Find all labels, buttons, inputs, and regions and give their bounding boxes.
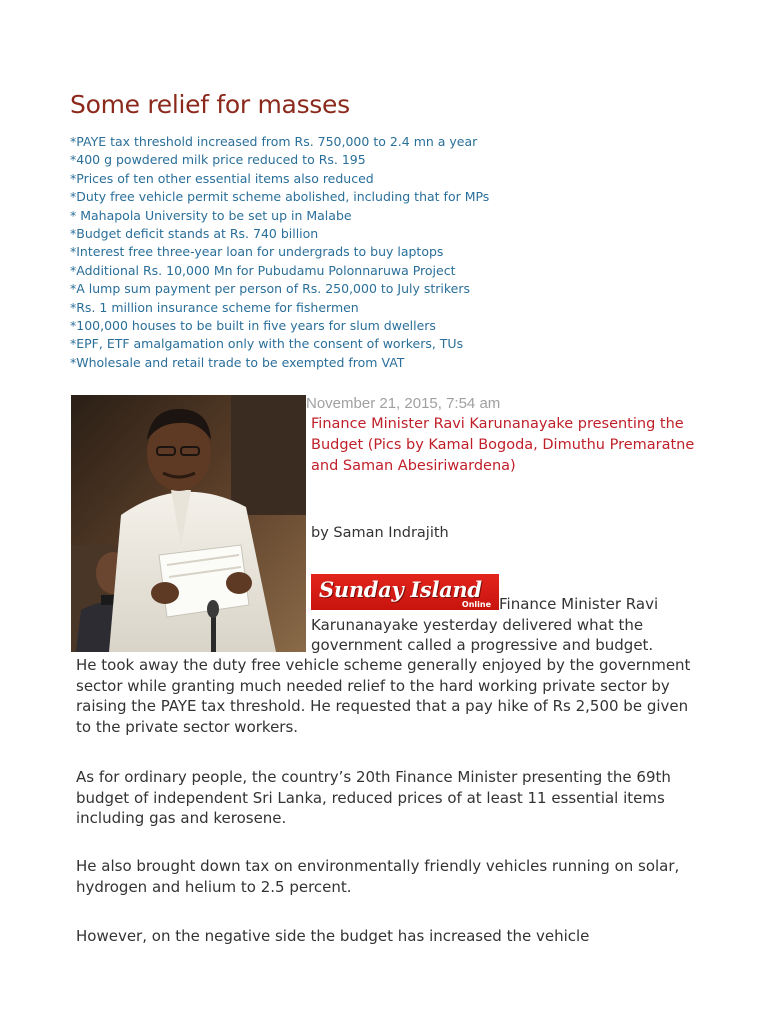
article-headline: Some relief for masses: [70, 90, 350, 119]
minister-photo: [71, 395, 306, 652]
body-paragraph: As for ordinary people, the country’s 20th Finance Minister presenting the 69th budget of independent Sri Lanka, reduced prices of at least 11 essential items including gas and kerosene.: [76, 768, 671, 827]
highlight-item: *Budget deficit stands at Rs. 740 billion: [70, 226, 319, 242]
body-paragraph: However, on the negative side the budget has increased the vehicle: [76, 927, 590, 945]
highlight-item: *Rs. 1 million insurance scheme for fishermen: [70, 299, 359, 315]
lead-paragraph-continued: He took away the duty free vehicle scheme generally enjoyed by the government sector while granting much needed relief to the hard working private sector by raising the PAYE tax threshold. He requested that a pay hike of Rs 2,500 be given to the private sector workers.: [76, 656, 691, 736]
budget-highlights-list: [70, 133, 710, 372]
logo-subtitle: Online: [461, 600, 491, 609]
highlight-item: *A lump sum payment per person of Rs. 250,000 to July strikers: [70, 281, 471, 297]
highlight-item: *Prices of ten other essential items also reduced: [70, 170, 374, 186]
highlight-item: *EPF, ETF amalgamation only with the consent of workers, TUs: [70, 336, 464, 352]
logo-title: Sunday Island: [319, 577, 482, 602]
article-byline: by Saman Indrajith: [311, 525, 449, 541]
lead-paragraph-start: Finance Minister Ravi Karunanayake yesterday delivered what the government called a progressive and budget.: [311, 595, 659, 654]
highlight-item: *400 g powdered milk price reduced to Rs. 195: [70, 152, 366, 168]
highlight-item: *PAYE tax threshold increased from Rs. 750,000 to 2.4 mn a year: [70, 134, 478, 149]
highlight-item: * Mahapola University to be set up in Malabe: [70, 207, 352, 223]
photo-caption: Finance Minister Ravi Karunanayake presenting the Budget (Pics by Kamal Bogoda, Dimuthu Premaratne and Saman Abesiriwardena): [311, 416, 695, 474]
body-paragraph: He also brought down tax on environmentally friendly vehicles running on solar, hydrogen and helium to 2.5 percent.: [76, 857, 680, 896]
highlight-item: *100,000 houses to be built in five years for slum dwellers: [70, 318, 436, 334]
highlight-item: *Wholesale and retail trade to be exempted from VAT: [70, 354, 405, 370]
article-dateline: November 21, 2015, 7:54 am: [306, 395, 501, 412]
highlight-item: *Duty free vehicle permit scheme abolished, including that for MPs: [70, 189, 490, 205]
photo-illustration: [71, 395, 306, 652]
highlight-item: *Additional Rs. 10,000 Mn for Pubudamu Polonnaruwa Project: [70, 262, 456, 278]
highlight-item: *Interest free three-year loan for undergrads to buy laptops: [70, 244, 444, 260]
